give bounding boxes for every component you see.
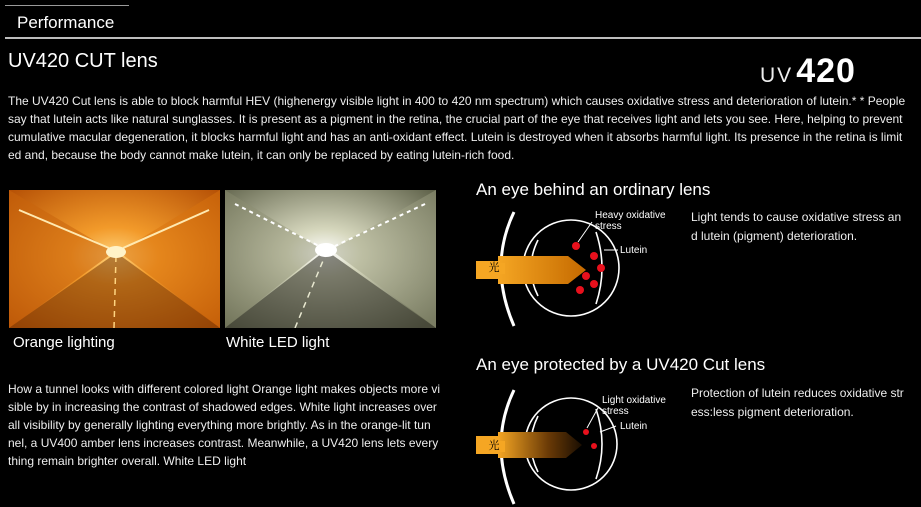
tab-performance-label: Performance [17, 13, 115, 32]
protected-lens-title: An eye protected by a UV420 Cut lens [476, 355, 766, 374]
heavy-stress-label: Heavy oxidative stress [595, 210, 666, 232]
light-glyph-ordinary: 光 [483, 263, 505, 274]
logo-number-text: 420 [796, 52, 856, 90]
intro-paragraph: The UV420 Cut lens is able to block harmful HEV (highenergy visible light in 400 to 420 nm spectrum) which causes oxidative stress and deterioration of lutein.* * People say that lutein acts like natural sunglasses. It is present as a pigment in the retina, the crucial part of the eye that receives light and lets you see. Here, helping to prevent cumulative macular degeneration, it blocks harmful light and has an anti-oxidant effect. Lutein is destroyed when it absorbs harmful light. Its presence in the retina is limit ed and, because the body cannot make lutein, it can only be replaced by eating lutein-rich food. [8, 94, 906, 162]
logo-uv-text: UV [760, 64, 794, 87]
orange-tunnel-photo [9, 190, 220, 328]
white-led-caption: White LED light [226, 334, 330, 351]
lutein-label-ordinary: Lutein [620, 245, 648, 256]
orange-lighting-caption: Orange lighting [13, 334, 115, 351]
uv420-logo [760, 52, 856, 90]
tunnel-explanation: How a tunnel looks with different colored light Orange light makes objects more vi sible by in increasing the contrast of shadowed edges. White light increases over all visibility by generally lighting everything more brightly. As in the orange-lit tun nel, a UV400 amber lens increases contrast. Meanwhile, a UV420 lens lets every thing remain brighter overall. White LED light [8, 382, 440, 468]
white-led-tunnel-photo [225, 190, 436, 328]
protected-lens-description: Protection of lutein reduces oxidative str ess:less pigment deterioration. [691, 386, 904, 419]
light-stress-label: Light oxidative stress [602, 395, 666, 417]
ordinary-lens-description: Light tends to cause oxidative stress an d lutein (pigment) deterioration. [691, 210, 902, 243]
light-glyph-protected: 光 [483, 441, 505, 452]
lutein-label-protected: Lutein [620, 421, 648, 432]
tab-divider [5, 37, 921, 39]
page-title: UV420 CUT lens [8, 50, 158, 72]
ordinary-lens-title: An eye behind an ordinary lens [476, 180, 711, 199]
light-beam [498, 256, 586, 284]
tab-performance[interactable] [5, 5, 129, 37]
